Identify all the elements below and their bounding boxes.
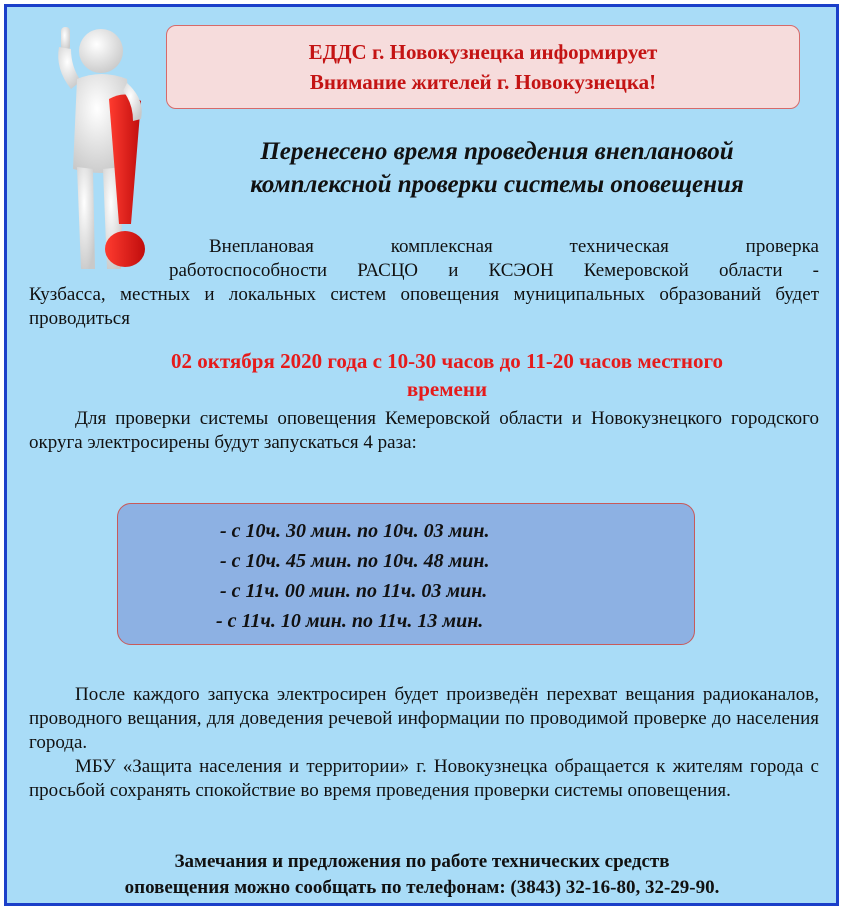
paragraph-2: Для проверки системы оповещения Кемеровской области и Новокузнецкого городского округа электросирены будут запускаться 4 раза: bbox=[29, 408, 819, 453]
schedule-row-3: - с 11ч. 00 мин. по 11ч. 03 мин. bbox=[220, 580, 488, 602]
paragraphs-bottom bbox=[29, 683, 819, 803]
paragraph-3: После каждого запуска электросирен будет произведён перехват вещания радиоканалов, проводного вещания, для доведения речевой информации по проводимой проверке до населения города. bbox=[29, 684, 819, 753]
footer-line-2: оповещения можно сообщать по телефонам: (3843) 32-16-80, 32-29-90. bbox=[124, 877, 720, 898]
schedule-row-2: - с 10ч. 45 мин. по 10ч. 48 мин. bbox=[220, 550, 490, 572]
paragraph-1-line-2: работоспособности РАСЦО и КСЭОН Кемеровской области - bbox=[169, 260, 819, 281]
date-time-highlight bbox=[37, 347, 843, 403]
notice-frame bbox=[4, 4, 839, 906]
date-line-1: 02 октября 2020 года с 10-30 часов до 11-20 часов местного bbox=[171, 349, 723, 373]
page-title bbox=[157, 135, 837, 201]
header-banner bbox=[166, 25, 800, 109]
title-line-2: комплексной проверки системы оповещения bbox=[250, 171, 744, 198]
schedule-row-1: - с 10ч. 30 мин. по 10ч. 03 мин. bbox=[220, 520, 490, 542]
header-line-2: Внимание жителей г. Новокузнецка! bbox=[309, 70, 657, 94]
paragraph-1-line-1: Внеплановая комплексная техническая проверка bbox=[209, 236, 819, 257]
footer-line-1: Замечания и предложения по работе технических средств bbox=[174, 851, 670, 872]
date-line-2: времени bbox=[406, 377, 488, 401]
paragraph-1 bbox=[29, 235, 819, 331]
paragraph-1-rest: Кузбасса, местных и локальных систем оповещения муниципальных образований будет проводиться bbox=[29, 284, 819, 329]
contact-footer bbox=[27, 849, 817, 901]
title-line-1: Перенесено время проведения внеплановой bbox=[260, 138, 734, 165]
schedule-box bbox=[117, 503, 695, 645]
schedule-row-4: - с 11ч. 10 мин. по 11ч. 13 мин. bbox=[216, 610, 484, 632]
header-line-1: ЕДДС г. Новокузнецка информирует bbox=[308, 40, 658, 64]
paragraph-4: МБУ «Защита населения и территории» г. Новокузнецка обращается к жителям города с просьбой сохранять спокойствие во время проведения проверки системы оповещения. bbox=[29, 756, 819, 801]
